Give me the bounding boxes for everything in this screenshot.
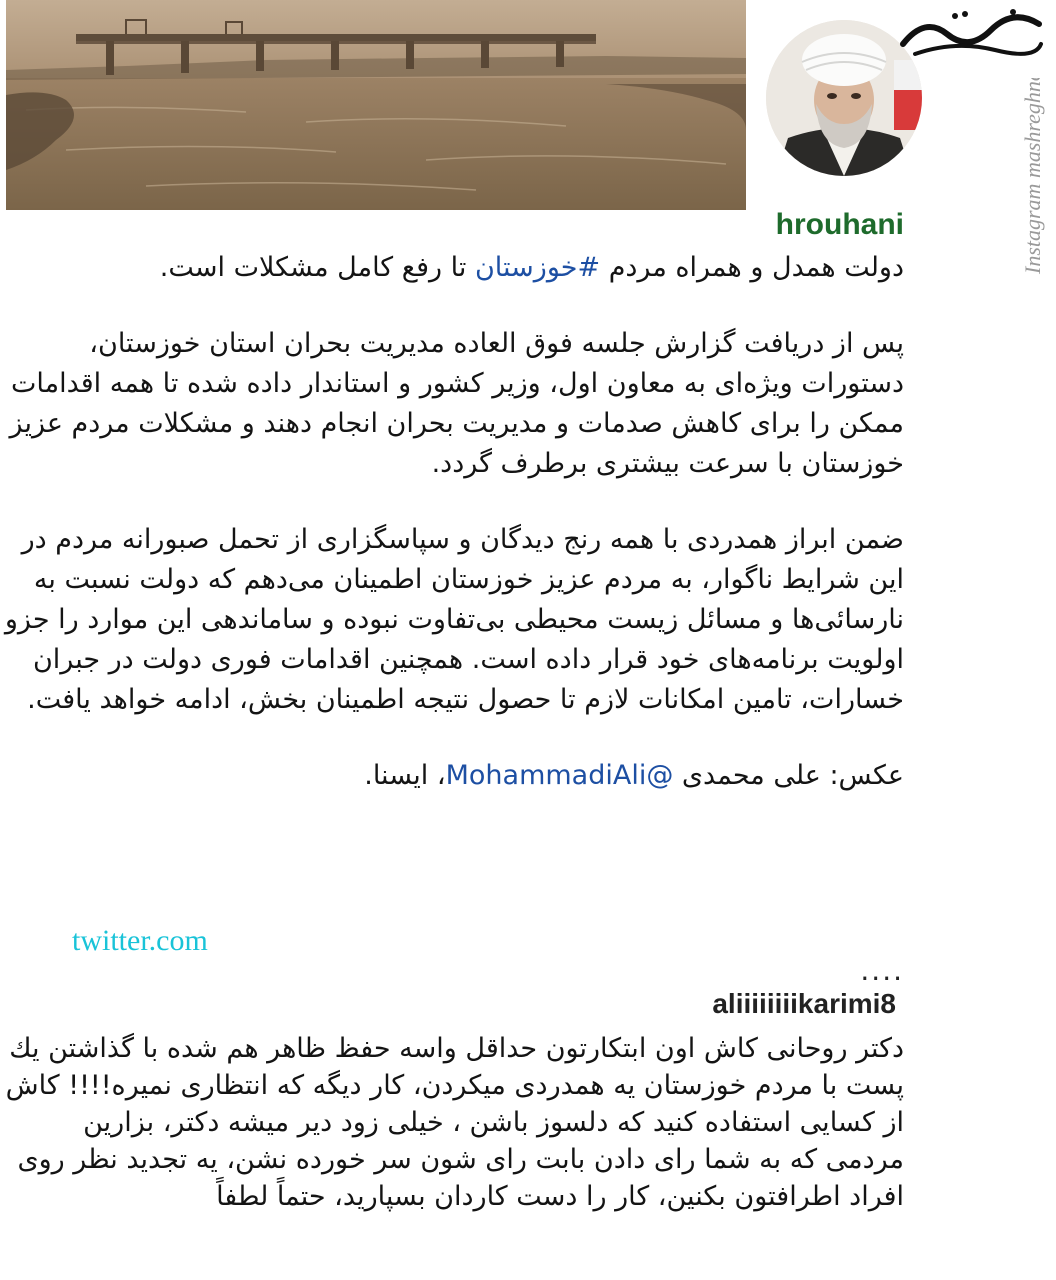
post-caption [4,248,904,832]
instagram-mashreghnews-watermark [1018,78,1056,278]
comment-text: دکتر روحانی کاش اون ابتکارتون حداقل واسه حفظ ظاهر هم شده با گذاشتن یك پست با مردم خوزستان یه همدردی میکردن، کار دیگه که انتظاری نمیره!!!! کاش از کسایی استفاده کنید که دلسوز باشن ، خیلی زود دیر میشه دکتر، بزارین مردمی که به شما رای دادن بابت رای شون سر خورده نشن، یه تجدید نظر روی افراد اطرافتون بکنین، کار را دست کاردان بسپارید، حتماً لطفاً [5,1033,904,1212]
more-ellipsis[interactable]: .... [860,954,904,987]
post-username[interactable]: hrouhani [775,208,904,241]
credit-text: عکس: علی محمدی [673,760,904,791]
comment-username[interactable]: aliiiiiiiikarimi8 [712,988,896,1019]
caption-text: دولت همدل و همراه مردم [600,252,904,283]
credit-text: ، ایسنا. [364,760,446,791]
mashregh-logo-watermark [895,4,1045,64]
watermark-text: Instagram mashreghnews [1020,78,1045,274]
caption-text: تا رفع کامل مشکلات است. [159,252,475,283]
river-bridge-photo [6,0,746,210]
twitter-source-label: twitter.com [72,924,208,957]
calligraphy-logo [895,4,1045,64]
vertical-watermark [1018,78,1056,278]
post-image[interactable] [6,0,746,210]
caption-paragraph-3: ضمن ابراز همدردی با همه رنج دیدگان و سپاسگزاری از تحمل صبورانه مردم در این شرایط ناگوار، به مردم عزیز خوزستان اطمینان می‌دهم که دولت نسبت به نارسائی‌ها و مسائل زیست محیطی بی‌تفاوت نبوده و ساماندهی این موارد را جزو اولویت برنامه‌های خود قرار داده است. همچنین اقدامات فوری دولت در جبران خسارات، تامین امکانات لازم تا حصول نتیجه اطمینان بخش، ادامه خواهد یافت. [4,524,904,715]
hashtag-link[interactable]: #خوزستان [474,252,601,283]
caption-paragraph-2: پس از دریافت گزارش جلسه فوق العاده مدیریت بحران استان خوزستان، دستورات ویژه‌ای به معاون اول، وزیر کشور و استاندار داده شده تا همه اقدامات ممکن را برای کاهش صدمات و مدیریت بحران انجام دهند و مشکلات مردم عزیز خوزستان با سرعت بیشتری برطرف گردد. [9,328,904,479]
caption-line-1 [4,248,904,288]
photo-credit [4,756,904,796]
mention-link[interactable]: @MohammadiAli [445,760,674,791]
